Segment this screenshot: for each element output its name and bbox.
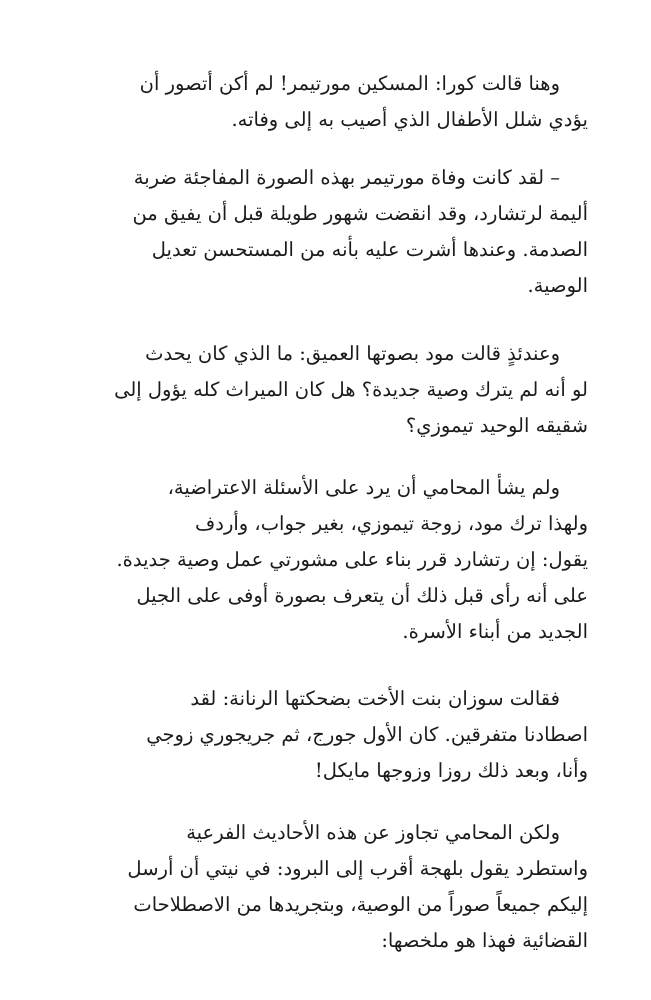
text-line: وأنا، وبعد ذلك روزا وزوجها مايكل! [314,759,588,782]
paragraph-6 [74,815,588,959]
text-line: الجديد من أبناء الأسرة. [402,620,588,643]
text-line: ولم يشأ المحامي أن يرد على الأسئلة الاعتراضية، [167,476,560,499]
paragraph-3 [74,336,588,444]
paragraph-4 [74,470,588,650]
text-line: وهنا قالت كورا: المسكين مورتيمر! لم أكن أتصور أن [139,72,560,95]
text-line: يؤدي شلل الأطفال الذي أصيب به إلى وفاته. [231,108,588,131]
text-line: وعندئذٍ قالت مود بصوتها العميق: ما الذي كان يحدث [145,342,560,365]
text-line: شقيقه الوحيد تيموزي؟ [405,414,588,437]
text-line: على أنه رأى قبل ذلك أن يتعرف بصورة أوفى على الجيل [136,584,588,607]
text-line: واستطرد يقول بلهجة أقرب إلى البرود: في نيتي أن أرسل [127,857,588,880]
paragraph-5 [74,681,588,789]
text-line: الوصية. [527,274,588,297]
text-line: يقول: إن رتشارد قرر بناء على مشورتي عمل وصية جديدة. [116,548,588,571]
text-line: ولكن المحامي تجاوز عن هذه الأحاديث الفرعية [186,821,560,844]
text-line: أليمة لرتشارد، وقد انقضت شهور طويلة قبل أن يفيق من [132,202,588,225]
text-line: – لقد كانت وفاة مورتيمر بهذه الصورة المفاجئة ضربة [133,166,560,189]
text-line: ولهذا ترك مود، زوجة تيموزي، بغير جواب، وأردف [195,512,588,535]
text-line: لو أنه لم يترك وصية جديدة؟ هل كان الميراث كله يؤول إلى [114,378,588,401]
paragraph-2 [74,160,588,304]
text-line: الصدمة. وعندها أشرت عليه بأنه من المستحسن تعديل [151,238,588,261]
text-line: فقالت سوزان بنت الأخت بضحكتها الرنانة: لقد [190,687,560,710]
paragraph-1 [74,66,588,138]
text-line: القضائية فهذا هو ملخصها: [381,929,588,952]
text-line: إليكم جميعاً صوراً من الوصية، وبتجريدها من الاصطلاحات [133,893,588,916]
text-line: اصطادنا متفرقين. كان الأول جورج، ثم جريجوري زوجي [146,723,588,746]
